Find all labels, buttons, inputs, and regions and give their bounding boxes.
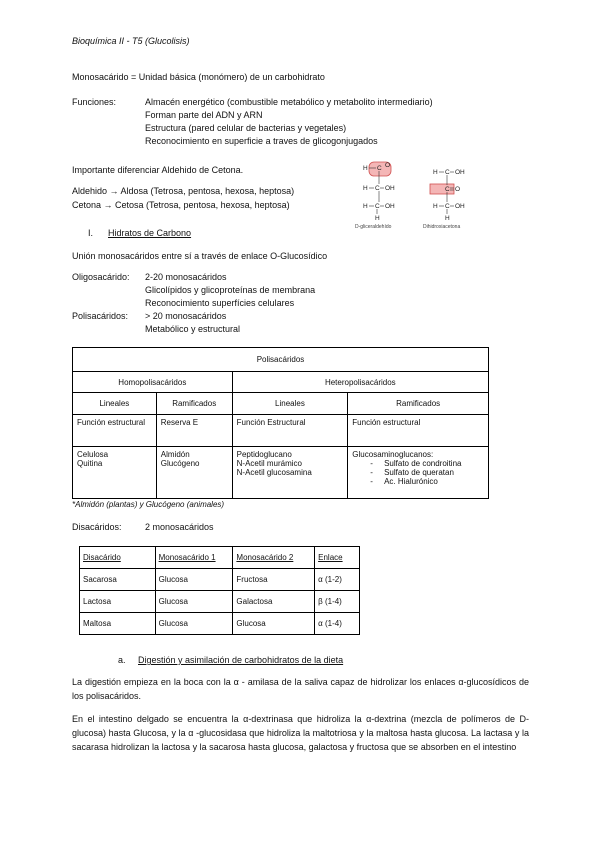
table-cell — [73, 447, 157, 499]
cell-line: N-Acetil glucosamina — [236, 468, 312, 477]
atom-label: C — [375, 203, 380, 210]
ramificados-header: Ramificados — [156, 393, 232, 415]
table-cell: Función estructural — [73, 415, 157, 447]
table-cell: Fructosa — [233, 569, 315, 591]
table-cell: Función estructural — [348, 415, 489, 447]
polisacarido-item: Metabólico y estructural — [145, 324, 241, 334]
table-cell — [348, 447, 489, 499]
homopolisacaridos-header: Homopolisacáridos — [73, 372, 233, 393]
disacaridos-value: 2 monosacáridos — [145, 522, 214, 532]
cell-line: Quitina — [77, 459, 103, 468]
funciones-label: Funciones: — [72, 97, 117, 107]
cell-line: Glucosaminoglucanos: — [352, 450, 434, 459]
cell-list-item: - Sulfato de condroitina — [370, 459, 462, 468]
atom-label: C — [445, 169, 450, 176]
funcion-item: Reconocimiento en superficie a traves de glicogonjugados — [145, 136, 378, 146]
cell-line: Almidón — [160, 450, 190, 459]
table-row — [80, 591, 360, 613]
paragraph: En el intestino delgado se encuentra la α-dextrinasa que hidroliza la α-dextrina (mezcla de polímeros de D-glucosa) hasta Glucosa, y la α -glucosidasa que hidroliza la maltotriosa y la maltosa hasta glucosa. La lactasa y la sacarasa hidrolizan la lactosa y la sacarosa hasta glucosa, galactosa y fructosa que se absorben en el intestino — [72, 714, 529, 752]
atom-label: OH — [455, 169, 465, 176]
union-line: Unión monosacáridos entre sí a través de enlace O-Glucosídico — [72, 251, 328, 261]
atom-label: C — [445, 203, 450, 210]
disacaridos-table — [79, 546, 360, 635]
atom-label: H — [375, 215, 380, 222]
atom-label: H — [433, 203, 438, 210]
section-title: Hidratos de Carbono — [108, 228, 192, 238]
heteropolisacaridos-header: Heteropolisacáridos — [232, 372, 488, 393]
atom-label: H — [363, 165, 368, 172]
funcion-item: Almacén energético (combustible metabólico y metabolito intermediario) — [145, 97, 433, 107]
cell-list-item: - Ac. Hialurónico — [370, 477, 438, 486]
table-cell — [232, 447, 348, 499]
table-cell: Sacarosa — [80, 569, 156, 591]
column-header: Disacárido — [80, 547, 156, 569]
atom-label: OH — [385, 185, 395, 192]
cetona-line: Cetona → Cetosa (Tetrosa, pentosa, hexosa, heptosa) — [72, 200, 290, 210]
disacaridos-label: Disacáridos: — [72, 522, 122, 532]
atom-label: H — [445, 215, 450, 222]
lineales-header: Lineales — [73, 393, 157, 415]
atom-label: C — [375, 185, 380, 192]
table-cell: Función Estructural — [232, 415, 348, 447]
atom-label: C — [377, 165, 382, 172]
atom-label: O — [455, 186, 461, 193]
page-header: Bioquímica II - T5 (Glucolisis) — [72, 36, 190, 46]
oligosacarido-item: 2-20 monosacáridos — [145, 272, 227, 282]
cell-line: Peptidoglucano — [236, 450, 292, 459]
table-cell: Glucosa — [155, 591, 233, 613]
column-header: Monosacárido 1 — [155, 547, 233, 569]
oligosacarido-item: Reconocimiento superfícies celulares — [145, 298, 295, 308]
funcion-item: Estructura (pared celular de bacterias y vegetales) — [145, 123, 347, 133]
table-row — [80, 569, 360, 591]
table-cell: Maltosa — [80, 613, 156, 635]
atom-label: H — [433, 169, 438, 176]
cell-line: Celulosa — [77, 450, 109, 459]
table-cell: Glucosa — [233, 613, 315, 635]
ketone-highlight — [430, 184, 454, 194]
table-cell: Lactosa — [80, 591, 156, 613]
importante-note: Importante diferenciar Aldehido de Cetona. — [72, 165, 244, 175]
table-title: Polisacáridos — [73, 348, 489, 372]
atom-label: OH — [385, 203, 395, 210]
table-cell: Glucosa — [155, 613, 233, 635]
subsection-number: a. — [118, 655, 126, 665]
aldose-ketose-diagram — [355, 160, 495, 230]
table-cell: β (1-4) — [315, 591, 360, 613]
atom-label: H — [363, 203, 368, 210]
table-cell: α (1-4) — [315, 613, 360, 635]
column-header: Enlace — [315, 547, 360, 569]
ramificados-header: Ramificados — [348, 393, 489, 415]
aldehido-line: Aldehido → Aldosa (Tetrosa, pentosa, hexosa, heptosa) — [72, 186, 295, 196]
atom-label: C — [445, 186, 450, 193]
cell-list-item: - Sulfato de queratan — [370, 468, 454, 477]
atom-label: H — [363, 185, 368, 192]
table-cell — [156, 447, 232, 499]
polisacarido-label: Polisacáridos: — [72, 311, 129, 321]
polisacaridos-table — [72, 347, 489, 499]
atom-label: O — [385, 162, 391, 169]
oligosacarido-item: Glicolípidos y glicoproteínas de membrana — [145, 285, 316, 295]
section-number: I. — [88, 228, 94, 238]
monosacarido-definition: Monosacárido = Unidad básica (monómero) de un carbohidrato — [72, 72, 325, 82]
table-cell: Reserva E — [156, 415, 232, 447]
table-footnote: *Almidón (plantas) y Glucógeno (animales) — [72, 500, 225, 509]
table-cell: Galactosa — [233, 591, 315, 613]
polisacarido-item: > 20 monosacáridos — [145, 311, 227, 321]
oligosacarido-label: Oligosacárido: — [72, 272, 130, 282]
diagram-caption-left: D-gliceraldehído — [355, 224, 392, 230]
column-header: Monosacárido 2 — [233, 547, 315, 569]
lineales-header: Lineales — [232, 393, 348, 415]
atom-label: OH — [455, 203, 465, 210]
table-cell: α (1-2) — [315, 569, 360, 591]
diagram-caption-right: Dihidroxiacetona — [423, 224, 461, 230]
table-cell: Glucosa — [155, 569, 233, 591]
cell-line: N-Acetil murámico — [236, 459, 302, 468]
cell-line: Glucógeno — [160, 459, 200, 468]
paragraph: La digestión empieza en la boca con la α - amilasa de la saliva capaz de hidrolizar los enlaces α-glucosídicos de los polisacáridos. — [72, 677, 529, 701]
subsection-title: Digestión y asimilación de carbohidratos de la dieta — [138, 655, 344, 665]
table-row — [80, 613, 360, 635]
funcion-item: Forman parte del ADN y ARN — [145, 110, 263, 120]
